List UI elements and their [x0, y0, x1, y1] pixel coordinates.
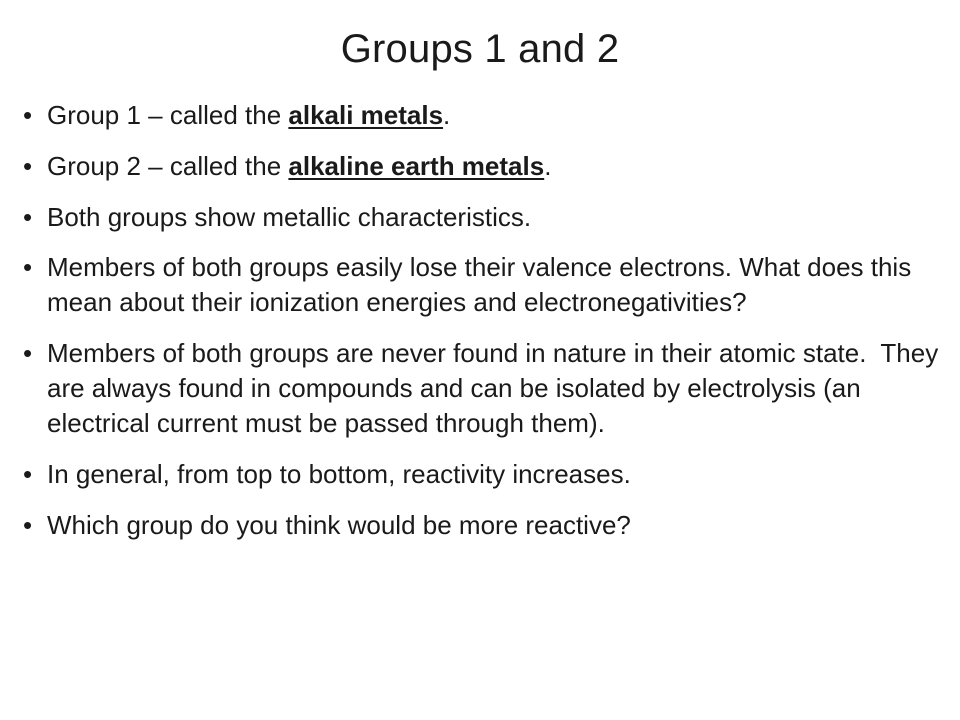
bullet-text: Group 2 – called the	[47, 151, 289, 181]
bullet-dot-icon: •	[23, 202, 33, 232]
bullet-item-nature	[0, 336, 960, 441]
bullet-item-question	[0, 508, 960, 543]
bullet-dot-icon: •	[23, 252, 33, 282]
bullet-item-group1	[0, 98, 960, 133]
bullet-punct: .	[443, 100, 451, 130]
bullet-text: Members of both groups easily lose their valence electrons. What does this mean about their ionization energies and electronegativities?	[47, 252, 912, 317]
bullet-punct: .	[544, 151, 552, 181]
bullet-text: Both groups show metallic characteristics.	[47, 202, 532, 232]
bullet-dot-icon: •	[23, 459, 33, 489]
bullet-text: Members of both groups are never found in nature in their atomic state. They are always found in compounds and can be isolated by electrolysis (an electrical current must be passed through them).	[47, 338, 946, 438]
term-alkaline-earth-metals: alkaline earth metals	[288, 151, 545, 181]
bullet-text: Group 1 – called the	[47, 100, 289, 130]
bullet-dot-icon: •	[23, 100, 33, 130]
term-alkali-metals: alkali metals	[288, 100, 444, 130]
bullet-list	[0, 98, 960, 543]
bullet-item-valence	[0, 250, 960, 320]
bullet-item-metallic	[0, 200, 960, 235]
bullet-item-group2	[0, 149, 960, 184]
bullet-dot-icon: •	[23, 510, 33, 540]
bullet-dot-icon: •	[23, 151, 33, 181]
bullet-text: Which group do you think would be more reactive?	[47, 510, 631, 540]
bullet-text: In general, from top to bottom, reactivity increases.	[47, 459, 631, 489]
bullet-item-reactivity	[0, 457, 960, 492]
slide-title: Groups 1 and 2	[340, 27, 620, 71]
bullet-dot-icon: •	[23, 338, 33, 368]
